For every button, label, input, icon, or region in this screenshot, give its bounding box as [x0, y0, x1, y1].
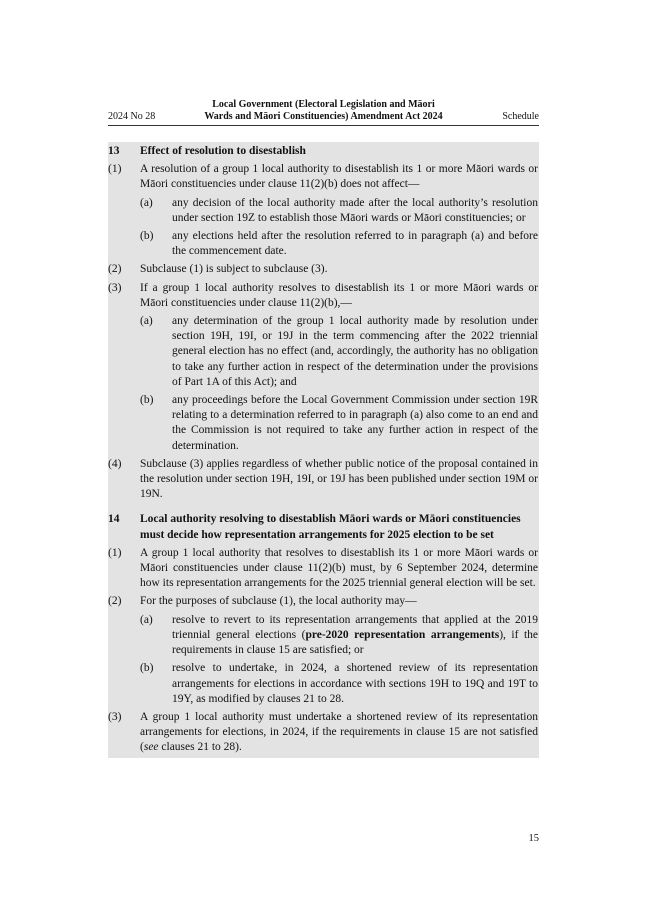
- clause-13-1-b: (b) any elections held after the resolution referred to in paragraph (a) and before the commencement date.: [140, 230, 538, 258]
- clause-13-3-a: (a) any determination of the group 1 local authority made by resolution under section 19H, 19I, or 19J in the term commencing after the 2022 triennial general election has no effect (and, accordingly, the authority has no obligation to take any further action in respect of the determination under the provisions of Part 1A of this Act); and: [140, 315, 538, 388]
- clause-14-subclause-1: (1) A group 1 local authority that resolves to disestablish its 1 or more Māori wards or Māori constituencies under clause 11(2)(b) must, by 6 September 2024, determine how its representation arrangements for the 2025 triennial general election will be set.: [108, 546, 538, 590]
- page-number: 15: [528, 833, 539, 844]
- header-schedule: Schedule: [502, 111, 539, 122]
- clause-14-2-b: (b) resolve to undertake, in 2024, a shortened review of its representation arrangements for elections in accordance with sections 19H to 19Q and 19T to 19Y, as modified by clauses 21 to 28.: [140, 662, 538, 705]
- schedule-body: [108, 142, 539, 758]
- clause-14-subclause-3: (3) A group 1 local authority must undertake a shortened review of its representation arrangements for elections, in 2024, if the requirements in clause 15 are not satisfied (see clauses 21 to 28).: [108, 710, 538, 754]
- header-act-number: 2024 No 28: [108, 111, 156, 122]
- header-title-line2: Wards and Māori Constituencies) Amendment Act 2024: [204, 111, 443, 122]
- clause-13-subclause-1: (1) A resolution of a group 1 local authority to disestablish its 1 or more Māori wards or Māori constituencies under clause 11(2)(b) does not affect—: [108, 163, 538, 191]
- clause-13-heading: 13 Effect of resolution to disestablish: [108, 145, 306, 157]
- clause-13-subclause-4: (4) Subclause (3) applies regardless of whether public notice of the proposal contained in the resolution under section 19H, 19I, or 19J has been published under section 19M or 19N.: [108, 457, 538, 501]
- header-title-line1: Local Government (Electoral Legislation and Māori: [212, 99, 435, 110]
- header-rule: [108, 125, 539, 126]
- clause-14-subclause-2: (2) For the purposes of subclause (1), the local authority may—: [108, 595, 417, 608]
- clause-14-heading: 14 Local authority resolving to disestablish Māori wards or Māori constituencies must decide how representation arrangements for 2025 election to be set: [108, 513, 521, 541]
- clause-13-subclause-2: (2) Subclause (1) is subject to subclause (3).: [108, 263, 328, 276]
- clause-14-2-a: (a) resolve to revert to its representation arrangements that applied at the 2019 triennial general elections (pre-2020 representation arrangements), if the requirements in clause 15 are satisfied; or: [140, 613, 539, 657]
- defined-term: pre-2020 representation arrangements: [305, 628, 500, 641]
- clause-13-3-b: (b) any proceedings before the Local Government Commission under section 19R relating to a determination referred to in paragraph (a) also come to an end and the Commission is not required to take any further action in respect of the determination.: [140, 394, 538, 452]
- clause-13-subclause-3: (3) If a group 1 local authority resolves to disestablish its 1 or more Māori wards or Māori constituencies under clause 11(2)(b),—: [108, 281, 538, 309]
- clause-13-1-a: (a) any decision of the local authority made after the local authority’s resolution under section 19Z to establish those Māori wards or Māori constituencies; or: [140, 196, 538, 224]
